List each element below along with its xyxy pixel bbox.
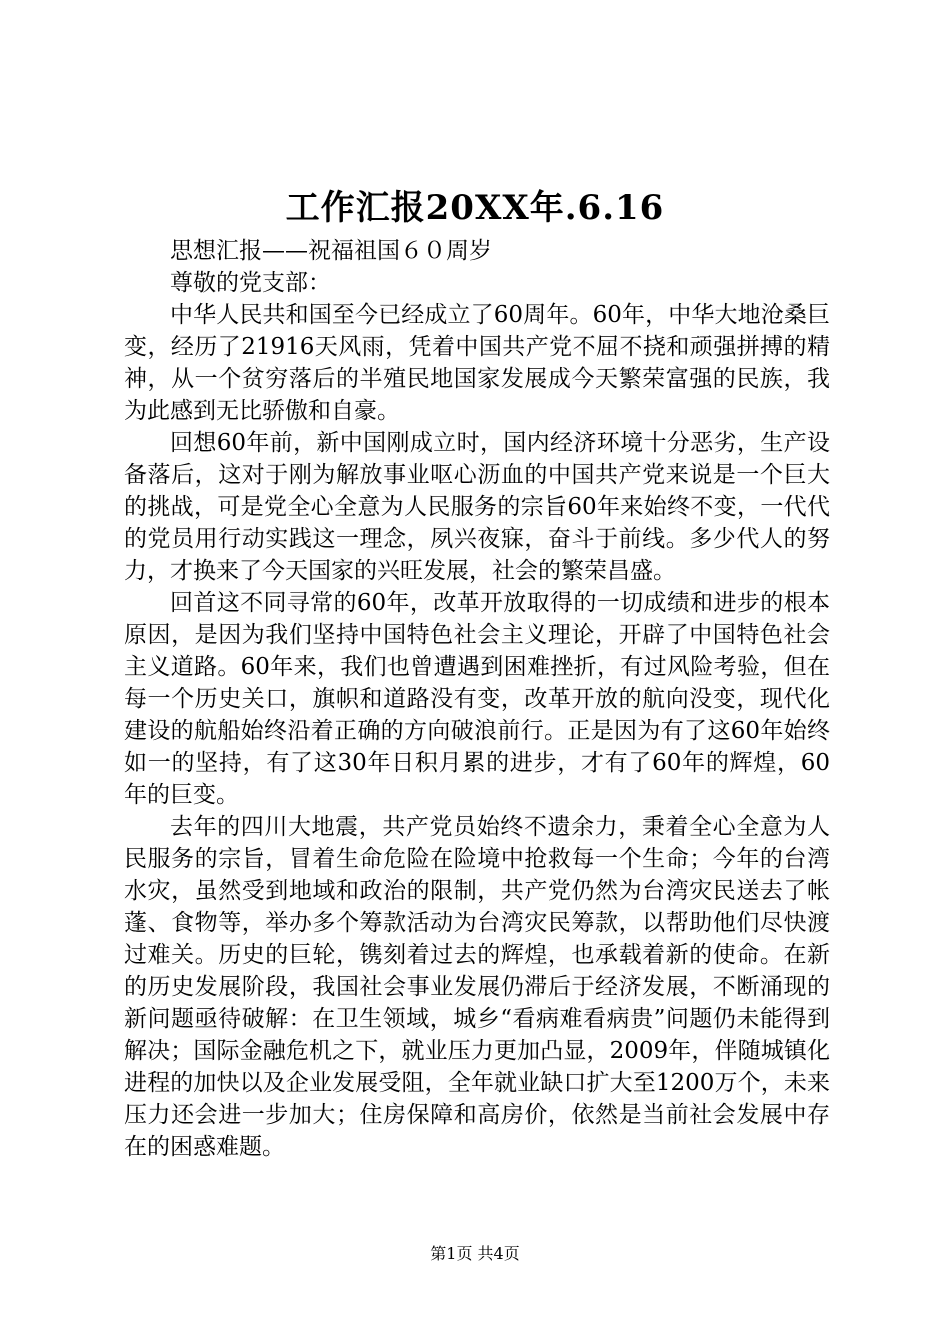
paragraph: 回想60年前，新中国刚成立时，国内经济环境十分恶劣，生产设备落后，这对于刚为解放事业呕心沥血的中国共产党来说是一个巨大的挑战，可是党全心全意为人民服务的宗旨60年来始终不变，一代代的党员用行动实践这一理念，夙兴夜寐，奋斗于前线。多少代人的努力，才换来了今天国家的兴旺发展，社会的繁荣昌盛。 <box>124 430 830 584</box>
paragraph: 中华人民共和国至今已经成立了60周年。60年，中华大地沧桑巨变，经历了21916天风雨，凭着中国共产党不屈不挠和顽强拼搏的精神，从一个贫穷落后的半殖民地国家发展成今天繁荣富强的民族，我为此感到无比骄傲和自豪。 <box>124 302 830 424</box>
paragraph: 回首这不同寻常的60年，改革开放取得的一切成绩和进步的根本原因，是因为我们坚持中国特色社会主义理论，开辟了中国特色社会主义道路。60年来，我们也曾遭遇到困难挫折，有过风险考验，但在每一个历史关口，旗帜和道路没有变，改革开放的航向没变，现代化建设的航船始终沿着正确的方向破浪前行。正是因为有了这60年始终如一的坚持，有了这30年日积月累的进步，才有了60年的辉煌，60年的巨变。 <box>124 590 830 808</box>
document-title: 工作汇报20XX年.6.16 <box>285 188 665 228</box>
paragraph-subject: 思想汇报——祝福祖国６０周岁 <box>170 238 492 264</box>
document-body <box>124 235 830 1163</box>
paragraph: 去年的四川大地震，共产党员始终不遗余力，秉着全心全意为人民服务的宗旨，冒着生命危险在险境中抢救每一个生命；今年的台湾水灾，虽然受到地域和政治的限制，共产党仍然为台湾灾民送去了帐蓬、食物等，举办多个筹款活动为台湾灾民筹款，以帮助他们尽快渡过难关。历史的巨轮，镌刻着过去的辉煌，也承载着新的使命。在新的历史发展阶段，我国社会事业发展仍滞后于经济发展，不断涌现的新问题亟待破解：在卫生领域，城乡“看病难看病贵”问题仍未能得到解决；国际金融危机之下，就业压力更加凸显，2009年，伴随城镇化进程的加快以及企业发展受阻，全年就业缺口扩大至1200万个，未来压力还会进一步加大；住房保障和高房价，依然是当前社会发展中存在的困惑难题。 <box>124 814 830 1160</box>
paragraph-salutation: 尊敬的党支部： <box>170 270 331 296</box>
page-number-footer: 第1页 共4页 <box>430 1244 520 1263</box>
